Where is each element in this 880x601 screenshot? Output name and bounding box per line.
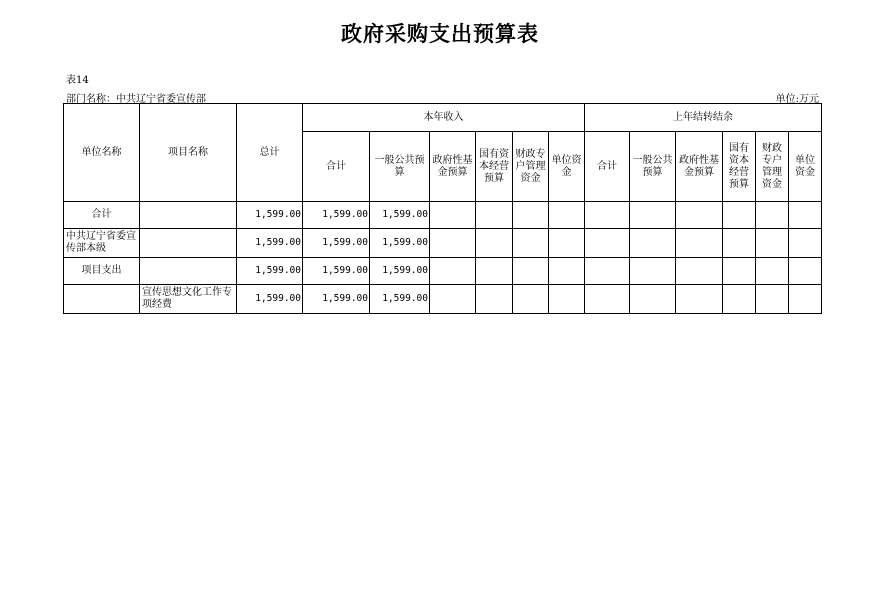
- header-income-fund-budget: 政府性基金预算: [430, 132, 476, 202]
- header-project-name: 项目名称: [140, 104, 237, 202]
- page-title: 政府采购支出预算表: [341, 22, 539, 46]
- cell-general: 1,599.00: [370, 285, 430, 314]
- header-carry-general-budget: 一般公共预算: [630, 132, 676, 202]
- header-total: 总计: [237, 104, 303, 202]
- table-row: [64, 229, 822, 258]
- cell-sum: 1,599.00: [303, 202, 370, 229]
- cell-project: [140, 258, 237, 285]
- table-row: [64, 202, 822, 229]
- cell-unit: 中共辽宁省委宣传部本级: [64, 229, 140, 258]
- cell-unit: 合计: [64, 202, 140, 229]
- table-row: [64, 258, 822, 285]
- cell-sum: 1,599.00: [303, 258, 370, 285]
- department-name: 部门名称：中共辽宁省委宣传部: [66, 94, 206, 105]
- table-row: [64, 285, 822, 314]
- header-income-state-capital: 国有资本经营预算: [476, 132, 513, 202]
- header-carryover: 上年结转结余: [585, 104, 822, 132]
- cell-project: [140, 202, 237, 229]
- cell-general: 1,599.00: [370, 258, 430, 285]
- cell-total: 1,599.00: [237, 229, 303, 258]
- header-carry-fund-budget: 政府性基金预算: [676, 132, 723, 202]
- header-income-sum: 合计: [303, 132, 370, 202]
- header-unit-name: 单位名称: [64, 104, 140, 202]
- budget-table: [63, 103, 822, 314]
- cell-unit: [64, 285, 140, 314]
- cell-total: 1,599.00: [237, 258, 303, 285]
- cell-total: 1,599.00: [237, 202, 303, 229]
- header-income-general-budget: 一般公共预算: [370, 132, 430, 202]
- header-carry-special-account: 财政专户管理资金: [756, 132, 789, 202]
- header-carry-sum: 合计: [585, 132, 630, 202]
- header-income-unit-funds: 单位资金: [549, 132, 585, 202]
- cell-project: 宣传思想文化工作专项经费: [140, 285, 237, 314]
- cell-sum: 1,599.00: [303, 229, 370, 258]
- header-current-income: 本年收入: [303, 104, 585, 132]
- cell-general: 1,599.00: [370, 202, 430, 229]
- unit-label: 单位:万元: [775, 94, 819, 105]
- table-number: 表14: [66, 75, 89, 86]
- cell-general: 1,599.00: [370, 229, 430, 258]
- header-carry-unit-funds: 单位资金: [789, 132, 822, 202]
- header-income-special-account: 财政专户管理资金: [513, 132, 549, 202]
- header-carry-state-capital: 国有资本经营预算: [723, 132, 756, 202]
- cell-total: 1,599.00: [237, 285, 303, 314]
- cell-unit: 项目支出: [64, 258, 140, 285]
- cell-project: [140, 229, 237, 258]
- cell-sum: 1,599.00: [303, 285, 370, 314]
